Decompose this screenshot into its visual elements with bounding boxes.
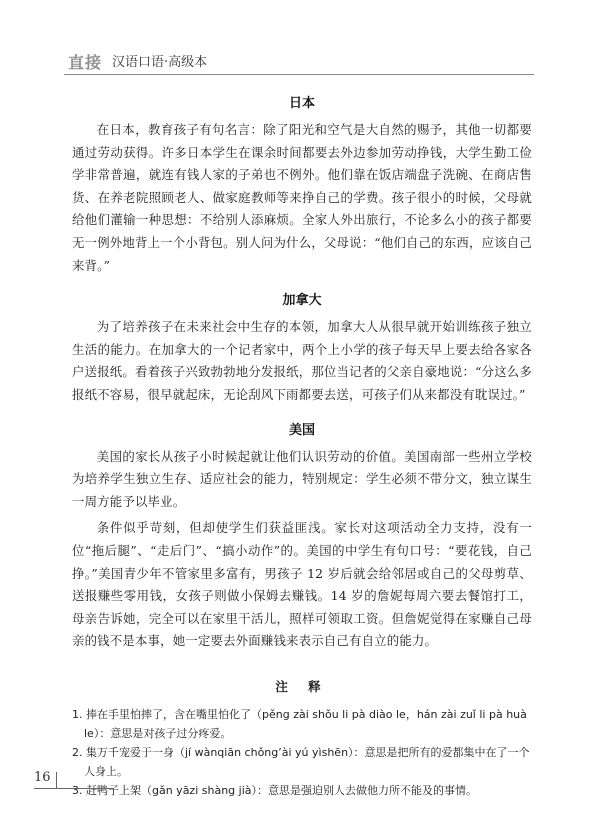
paragraph: 条件似乎苛刻，但却使学生们获益匪浅。家长对这项活动全力支持，没有一位“拖后腿”、“走后门”、“搞小动作”的。美国的中学生有句口号：“要花钱，自己挣。”美国青少年不管家里多富有，男孩子 12 岁后就会给邻居或自己的父母剪草、送报赚些零用钱，女孩子则做小保姆去赚钱。14 岁的詹妮每周六要去餐馆打工，母亲告诉她，完全可以在家里干活儿，照样可领取工资。但詹妮觉得在家赚自己母亲的钱不是本事，她一定要去外面赚钱来表示自己有自立的能力。: [72, 520, 532, 649]
paragraph: 美国的家长从孩子小时候起就让他们认识劳动的价值。美国南部一些州立学校为培养学生独立生存、适应社会的能力，特别规定：学生必须不带分文，独立谋生一周方能予以毕业。: [72, 448, 532, 509]
page-footer: [0, 768, 600, 798]
section-usa: [72, 419, 532, 653]
note-item: 3. 赶鸭子上架（gǎn yāzi shàng jià）：意思是强迫别人去做他力所不能及的事情。: [72, 783, 478, 797]
paragraph: 为了培养孩子在未来社会中生存的本领，加拿大人从很早就开始训练孩子独立生活的能力。在加拿大的一个记者家中，两个上小学的孩子每天早上要去给各家各户送报纸。看着孩子兴致勃勃地分发报纸，那位当记者的父亲自豪地说：“分这么多报纸不容易，很早就起床，无论刮风下雨都要去送，可孩子们从来都没有耽误过。”: [72, 319, 532, 402]
note-item: 2. 集万千宠爱于一身（jí wànqiān chǒng’ài yú yìshēn）：意思是把所有的爱都集中在了一个人身上。: [72, 745, 530, 778]
notes-title: 注 释: [275, 678, 329, 694]
header-rule: [64, 74, 534, 75]
section-japan: [72, 92, 532, 277]
section-canada: [72, 289, 532, 406]
paragraph: 在日本，教育孩子有句名言：除了阳光和空气是大自然的赐予，其他一切都要通过劳动获得。许多日本学生在课余时间都要去外边参加劳动挣钱，大学生勤工俭学非常普遍，就连有钱人家的子弟也不例外。他们靠在饭店端盘子洗碗、在商店售货、在养老院照顾老人、做家庭教师等来挣自己的学费。孩子很小的时候，父母就给他们灌输一种思想：不给别人添麻烦。全家人外出旅行，不论多么小的孩子都要无一例外地背上一个小背包。别人问为什么，父母说：“他们自己的东西，应该自己来背。”: [72, 122, 532, 273]
footer-rule: [34, 788, 114, 789]
footer-tick: [56, 772, 57, 788]
section-title: 加拿大: [282, 293, 322, 309]
series-logo: 直接: [68, 53, 103, 72]
note-item: 1. 捧在手里怕摔了，含在嘴里怕化了（pěng zài shǒu li pà diào le，hán zài zuǐ li pà huà le）：意思是对孩子过分疼爱。: [72, 707, 527, 740]
page-number: 16: [34, 770, 51, 785]
section-title: 美国: [288, 422, 315, 438]
book-title: 汉语口语·高级本: [112, 55, 208, 70]
page-content: [72, 92, 532, 800]
section-title: 日本: [288, 96, 315, 111]
page-header: [64, 50, 534, 74]
